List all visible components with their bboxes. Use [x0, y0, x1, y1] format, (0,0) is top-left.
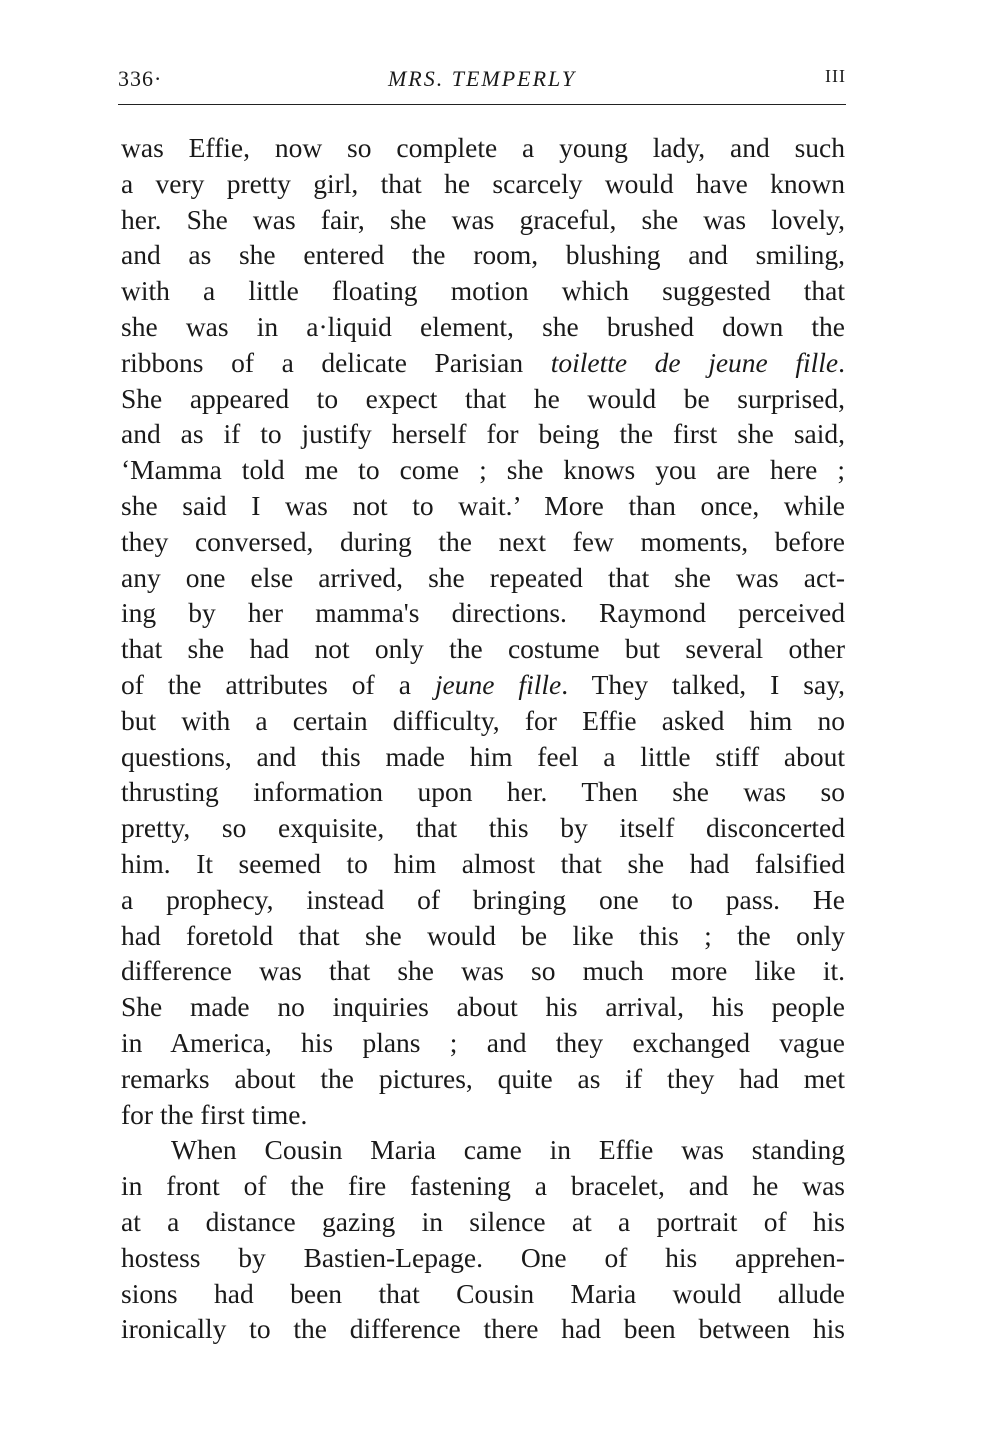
header-rule	[118, 104, 846, 105]
text-line: she said I was not to wait.’ More than once, while	[121, 489, 845, 521]
text-line: difference was that she was so much more like it.	[121, 955, 845, 987]
text-line: She made no inquiries about his arrival, his people	[121, 991, 845, 1023]
text-line: pretty, so exquisite, that this by itself disconcerted	[121, 812, 845, 844]
running-head: MRS. TEMPERLY	[387, 66, 577, 91]
text-line: for the first time.	[121, 1098, 308, 1130]
text-line: hostess by Bastien-Lepage. One of his apprehen-	[121, 1241, 845, 1273]
text-line: a very pretty girl, that he scarcely would have known	[121, 167, 845, 199]
text-line: at a distance gazing in silence at a portrait of his	[121, 1205, 845, 1237]
text-line: in America, his plans ; and they exchanged vague	[121, 1026, 845, 1058]
text-line: and as she entered the room, blushing and smiling,	[121, 239, 845, 271]
body-text	[121, 130, 845, 1347]
text-line: with a little floating motion which suggested that	[121, 275, 845, 307]
page-header	[118, 62, 846, 96]
text-line: they conversed, during the next few moments, before	[121, 525, 845, 557]
italic-phrase: toilette de jeune fille	[550, 346, 839, 378]
text-line: questions, and this made him feel a little stiff about	[121, 740, 845, 772]
text-line: but with a certain difficulty, for Effie asked him no	[121, 704, 845, 736]
text-line: had foretold that she would be like this ; the only	[121, 919, 845, 951]
text-line: She appeared to expect that he would be surprised,	[121, 382, 845, 414]
text-line: that she had not only the costume but several other	[121, 633, 845, 665]
text-line: ironically to the difference there had been between his	[121, 1313, 845, 1345]
text-line: remarks about the pictures, quite as if they had met	[121, 1062, 845, 1094]
text-line: and as if to justify herself for being the first she said,	[121, 418, 845, 450]
text-line: in front of the fire fastening a bracelet, and he was	[121, 1170, 845, 1202]
text-line: When Cousin Maria came in Effie was standing	[171, 1134, 845, 1166]
italic-phrase: jeune fille	[434, 668, 562, 700]
text-line: ing by her mamma's directions. Raymond perceived	[121, 597, 845, 629]
text-line: sions had been that Cousin Maria would allude	[121, 1277, 845, 1309]
text-line: thrusting information upon her. Then she was so	[121, 776, 845, 808]
text-line: of the attributes of a jeune fille. They talked, I say,	[121, 668, 846, 700]
page-number: 336·	[118, 66, 163, 91]
text-line: was Effie, now so complete a young lady, and such	[121, 132, 845, 163]
text-line: she was in a·liquid element, she brushed down the	[121, 310, 845, 342]
text-line: any one else arrived, she repeated that she was act-	[121, 561, 845, 593]
text-line: her. She was fair, she was graceful, she was lovely,	[121, 203, 845, 235]
text-line: ‘Mamma told me to come ; she knows you are here ;	[121, 454, 845, 486]
text-line: him. It seemed to him almost that she had falsified	[121, 847, 845, 879]
text-line: ribbons of a delicate Parisian toilette de jeune fille.	[121, 346, 845, 378]
text-line: a prophecy, instead of bringing one to pass. He	[121, 883, 845, 915]
chapter-number: III	[825, 66, 846, 86]
